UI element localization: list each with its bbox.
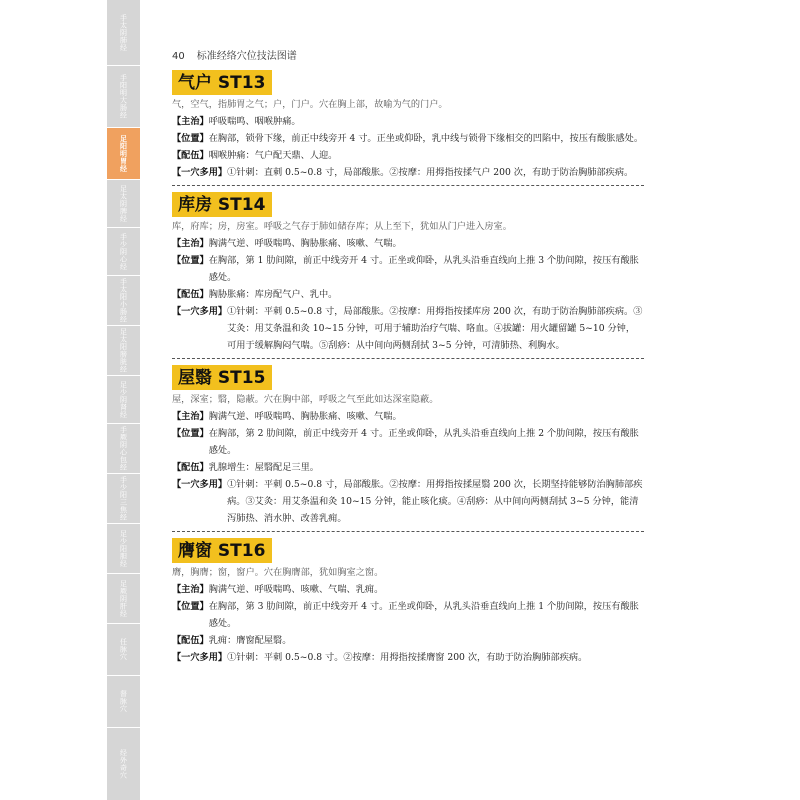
side-tab-label: 手太阳小肠经: [119, 278, 128, 323]
combination-label: 【配伍】: [172, 635, 209, 646]
combination-text: 胸胁胀痛：库房配气户、乳中。: [208, 289, 338, 300]
multi-use-label: 【一穴多用】: [172, 479, 228, 490]
side-tab-triple-energizer-meridian[interactable]: [107, 474, 140, 524]
side-tab-spleen-meridian[interactable]: [107, 180, 140, 228]
indications-row: [172, 581, 644, 598]
section-divider: [172, 531, 644, 532]
side-tab-small-intestine-meridian[interactable]: [107, 276, 140, 326]
side-tab-liver-meridian[interactable]: [107, 574, 140, 624]
multi-use-row: [172, 476, 644, 527]
combination-row: [172, 286, 644, 303]
location-row: [172, 598, 644, 632]
name-etymology: 屋，深室；翳，隐蔽。穴在胸中部，呼吸之气至此如达深室隐蔽。: [172, 394, 439, 405]
indications-row: [172, 408, 644, 425]
multi-use-row: [172, 649, 644, 666]
side-tab-label: 手少阴心经: [119, 232, 128, 271]
acupoint-section-st15: [172, 365, 644, 532]
side-tab-label: 足少阳胆经: [119, 529, 128, 568]
side-tab-kidney-meridian[interactable]: [107, 376, 140, 424]
side-tab-label: 足厥阴肝经: [119, 579, 128, 618]
indications-row: [172, 113, 644, 130]
location-text: 在胸部，第 1 肋间隙，前正中线旁开 4 寸。正坐或仰卧，从乳头沿垂直线向上推 3 个肋间隙，按压有酸胀感处。: [208, 255, 639, 283]
combination-label: 【配伍】: [172, 289, 209, 300]
page-number: 40: [172, 51, 185, 62]
side-tab-stomach-meridian[interactable]: [107, 128, 140, 180]
combination-label: 【配伍】: [172, 462, 209, 473]
acupoint-title: 库房 ST14: [172, 192, 272, 217]
side-tab-gallbladder-meridian[interactable]: [107, 524, 140, 574]
acupoint-section-st13: [172, 70, 644, 186]
side-tab-extra-points[interactable]: [107, 728, 140, 800]
indications-text: 胸满气逆、呼吸喘鸣、咳嗽、气喘、乳痈。: [208, 584, 384, 595]
indications-label: 【主治】: [172, 238, 209, 249]
name-etymology: 膺，胸膺；窗，窗户。穴在胸膺部，犹如胸室之窗。: [172, 567, 384, 578]
acupoint-title: 屋翳 ST15: [172, 365, 272, 390]
side-tab-label: 手太阴肺经: [119, 13, 128, 52]
side-tab-du-points[interactable]: [107, 676, 140, 728]
multi-use-row: [172, 164, 644, 181]
multi-use-row: [172, 303, 644, 354]
acupoint-title: 气户 ST13: [172, 70, 272, 95]
name-etymology: 库，府库；房，房室。呼吸之气存于肺如储存库；从上至下，犹如从门户进入房室。: [172, 221, 512, 232]
side-tab-label: 任脉穴: [119, 638, 128, 661]
side-tab-label: 经外奇穴: [119, 749, 128, 779]
combination-label: 【配伍】: [172, 150, 209, 161]
location-label: 【位置】: [172, 133, 209, 144]
combination-row: [172, 459, 644, 476]
location-text: 在胸部，第 2 肋间隙，前正中线旁开 4 寸。正坐或仰卧，从乳头沿垂直线向上推 2 个肋间隙，按压有酸胀感处。: [208, 428, 639, 456]
combination-text: 乳腺增生：屋翳配足三里。: [208, 462, 319, 473]
side-tab-label: 手阳明大肠经: [119, 74, 128, 119]
side-tab-lung-meridian[interactable]: [107, 0, 140, 66]
multi-use-label: 【一穴多用】: [172, 652, 228, 663]
multi-use-label: 【一穴多用】: [172, 306, 228, 317]
location-label: 【位置】: [172, 255, 209, 266]
location-text: 在胸部，第 3 肋间隙，前正中线旁开 4 寸。正坐或仰卧，从乳头沿垂直线向上推 1 个肋间隙，按压有酸胀感处。: [208, 601, 639, 629]
side-tab-label: 督脉穴: [119, 690, 128, 713]
name-etymology: 气，空气，指肺胃之气；户，门户。穴在胸上部，故喻为气的门户。: [172, 99, 448, 110]
indications-text: 胸满气逆、呼吸喘鸣、胸胁胀痛、咳嗽、气喘。: [208, 238, 402, 249]
multi-use-text: ①针刺：平刺 0.5~0.8 寸。②按摩：用拇指按揉膺窗 200 次，有助于防治胸肺部疾病。: [227, 652, 588, 663]
indications-row: [172, 235, 644, 252]
acupoint-title: 膺窗 ST16: [172, 538, 272, 563]
combination-row: [172, 632, 644, 649]
book-title: 标准经络穴位技法图谱: [196, 51, 297, 62]
location-label: 【位置】: [172, 428, 209, 439]
indications-label: 【主治】: [172, 116, 209, 127]
location-text: 在胸部，锁骨下缘，前正中线旁开 4 寸。正坐或仰卧，乳中线与锁骨下缘相交的凹陷中，按压有酸胀感处。: [208, 133, 644, 144]
location-row: [172, 425, 644, 459]
section-divider: [172, 358, 644, 359]
side-tab-label: 手少阳三焦经: [119, 476, 128, 521]
multi-use-text: ①针刺：平刺 0.5~0.8 寸，局部酸胀。②按摩：用拇指按揉库房 200 次，有助于防治胸肺部疾病。③艾灸：用艾条温和灸 10~15 分钟，可用于辅助治疗气喘、咯血。④拔罐：用火罐留罐 5~10 分钟，可用于缓解胸闷气喘。⑤刮痧：从中间向两侧刮拭 3~5 分钟，可清肺热、利胸水。: [227, 306, 643, 351]
location-label: 【位置】: [172, 601, 209, 612]
side-tab-pericardium-meridian[interactable]: [107, 424, 140, 474]
combination-row: [172, 147, 644, 164]
acupoint-section-st16: [172, 538, 644, 666]
side-tab-label: 足太阳膀胱经: [119, 328, 128, 373]
side-tab-bladder-meridian[interactable]: [107, 326, 140, 376]
indications-text: 胸满气逆、呼吸喘鸣、胸胁胀痛、咳嗽、气喘。: [208, 411, 402, 422]
acupoint-section-st14: [172, 192, 644, 359]
side-tab-label: 足少阴肾经: [119, 380, 128, 419]
combination-text: 乳痈：膺窗配屋翳。: [208, 635, 292, 646]
combination-text: 咽喉肿痛：气户配天鼎、人迎。: [208, 150, 338, 161]
multi-use-label: 【一穴多用】: [172, 167, 228, 178]
multi-use-text: ①针刺：平刺 0.5~0.8 寸，局部酸胀。②按摩：用拇指按揉屋翳 200 次，长期坚持能够防治胸肺部疾病。③艾灸：用艾条温和灸 10~15 分钟，能止咳化痰。④刮痧：从中间向两侧刮拭 3~5 分钟，能清泻肺热、消水肿、改善乳痈。: [227, 479, 643, 524]
side-tab-label: 足阳明胃经: [119, 134, 128, 173]
side-tab-label: 足太阴脾经: [119, 184, 128, 223]
indications-label: 【主治】: [172, 411, 209, 422]
page-content: [172, 70, 644, 672]
location-row: [172, 130, 644, 147]
side-tab-ren-points[interactable]: [107, 624, 140, 676]
multi-use-text: ①针刺：直刺 0.5~0.8 寸，局部酸胀。②按摩：用拇指按揉气户 200 次，有助于防治胸肺部疾病。: [227, 167, 634, 178]
side-tab-heart-meridian[interactable]: [107, 228, 140, 276]
side-tab-label: 手厥阴心包经: [119, 426, 128, 471]
indications-text: 呼吸喘鸣、咽喉肿痛。: [208, 116, 301, 127]
location-row: [172, 252, 644, 286]
running-header: [172, 47, 297, 62]
chapter-side-tabs: [107, 0, 140, 800]
side-tab-large-intestine-meridian[interactable]: [107, 66, 140, 128]
indications-label: 【主治】: [172, 584, 209, 595]
section-divider: [172, 185, 644, 186]
